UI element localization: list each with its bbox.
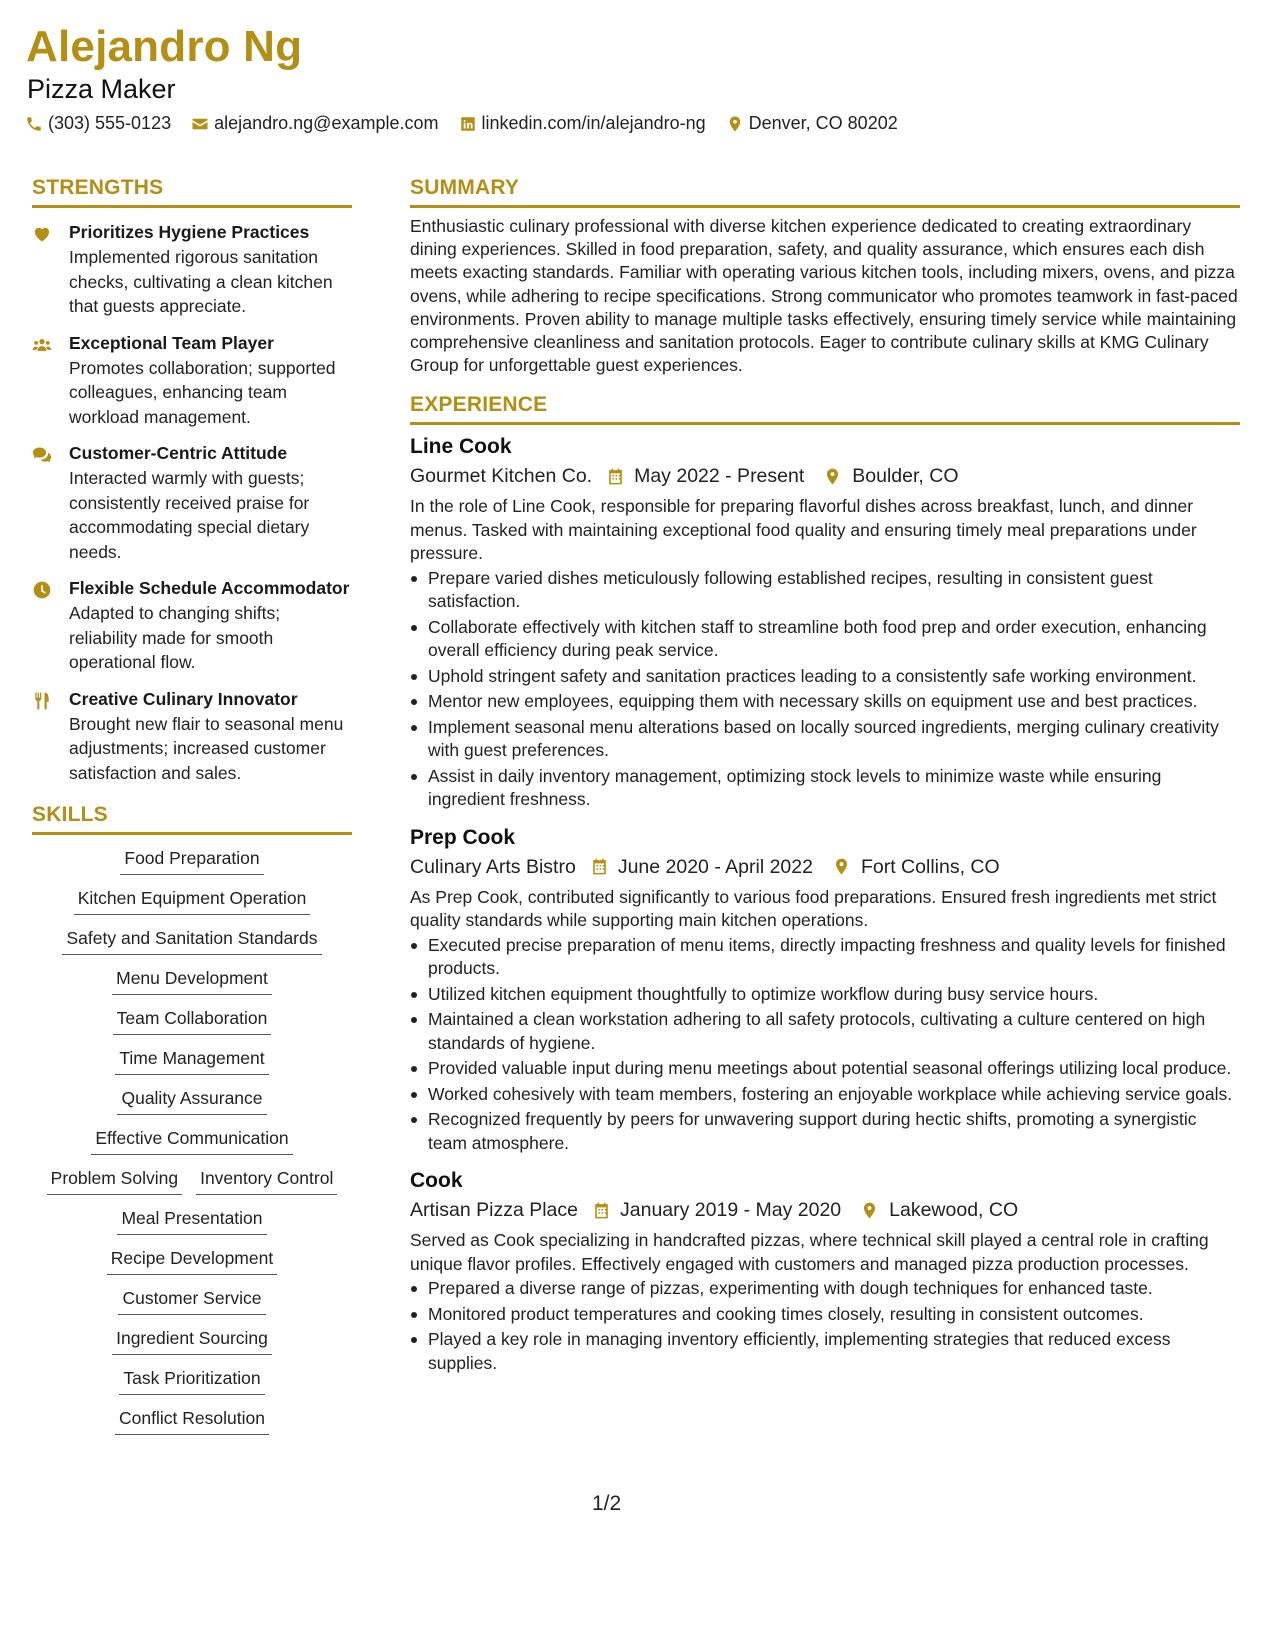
contact-email[interactable]	[191, 113, 438, 134]
list-item: Uphold stringent safety and sanitation practices leading to a consistently safe working environment.	[410, 665, 1240, 689]
strength-item	[32, 689, 352, 786]
strengths-list	[32, 222, 352, 785]
summary-heading: SUMMARY	[410, 176, 1240, 208]
job-meta	[410, 854, 1240, 880]
skill-tag: Ingredient Sourcing	[112, 1327, 272, 1355]
left-column	[32, 176, 352, 1447]
page-number: 1/2	[592, 1492, 622, 1515]
strengths-heading: STRENGTHS	[32, 176, 352, 208]
list-item: Maintained a clean workstation adhering to all safety protocols, cultivating a culture centered on high standards of hygiene.	[410, 1008, 1240, 1055]
job-entry	[410, 434, 1240, 812]
phone-text: (303) 555-0123	[48, 113, 172, 133]
skill-tag: Food Preparation	[120, 847, 263, 875]
job-description: As Prep Cook, contributed significantly to various food preparations. Ensured fresh ingredients met strict quality standards while supporting main kitchen operations.	[410, 886, 1217, 931]
skills-heading: SKILLS	[32, 803, 352, 835]
strength-title: Flexible Schedule Accommodator	[69, 578, 350, 598]
job-title: Cook	[410, 1169, 463, 1193]
job-description: In the role of Line Cook, responsible for preparing flavorful dishes across breakfast, lunch, and dinner menus. Tasked with maintaining exceptional food quality and ensuring timely meal preparations under pressure.	[410, 496, 1197, 564]
candidate-name: Alejandro Ng	[26, 22, 303, 71]
envelope-icon	[191, 115, 209, 133]
list-item: Recognized frequently by peers for unwavering support during hectic shifts, promoting a synergistic team atmosphere.	[410, 1108, 1240, 1155]
job-bullets	[410, 1277, 1240, 1375]
linkedin-icon	[459, 115, 477, 133]
job-bullets	[410, 567, 1240, 812]
job-company: Culinary Arts Bistro	[410, 855, 576, 878]
strength-desc: Promotes collaboration; supported colleagues, enhancing team workload management.	[69, 357, 336, 427]
map-pin-icon	[832, 857, 851, 876]
strength-desc: Adapted to changing shifts; reliability made for smooth operational flow.	[69, 603, 281, 672]
skills-list	[32, 847, 352, 1447]
list-item: Executed precise preparation of menu items, directly impacting freshness and quality levels for finished products.	[410, 934, 1240, 981]
skill-tag: Task Prioritization	[119, 1367, 264, 1395]
strength-item	[32, 222, 352, 319]
comments-icon	[32, 445, 52, 465]
job-dates: May 2022 - Present	[634, 465, 805, 488]
skill-tag: Menu Development	[112, 967, 272, 995]
strength-title: Prioritizes Hygiene Practices	[69, 222, 310, 242]
strength-desc: Brought new flair to seasonal menu adjustments; increased customer satisfaction and sales.	[69, 713, 344, 783]
strength-title: Exceptional Team Player	[69, 332, 274, 353]
skill-tag: Conflict Resolution	[115, 1407, 269, 1435]
clock-icon	[32, 580, 52, 600]
list-item: Assist in daily inventory management, optimizing stock levels to minimize waste while ensuring ingredient freshness.	[410, 765, 1240, 812]
strength-item	[32, 578, 352, 675]
heart-icon	[32, 224, 52, 244]
strength-desc: Interacted warmly with guests; consistently received praise for accommodating special dietary needs.	[69, 468, 310, 562]
list-item: Prepared a diverse range of pizzas, experimenting with dough techniques for enhanced taste.	[410, 1277, 1240, 1301]
skill-tag: Effective Communication	[91, 1127, 292, 1155]
skill-tag: Recipe Development	[107, 1247, 277, 1275]
job-entry	[410, 1168, 1240, 1375]
calendar-icon	[590, 857, 609, 876]
skill-tag: Quality Assurance	[117, 1087, 266, 1115]
list-item: Worked cohesively with team members, fostering an enjoyable workplace while achieving service goals.	[410, 1083, 1240, 1107]
job-bullets	[410, 934, 1240, 1156]
job-meta	[410, 463, 1240, 489]
calendar-icon	[606, 467, 625, 486]
linkedin-text: linkedin.com/in/alejandro-ng	[481, 113, 706, 133]
map-pin-icon	[726, 115, 744, 133]
skill-tag: Inventory Control	[196, 1167, 337, 1195]
skill-tag: Kitchen Equipment Operation	[74, 887, 311, 915]
job-company: Artisan Pizza Place	[410, 1199, 578, 1222]
strength-desc: Implemented rigorous sanitation checks, cultivating a clean kitchen that guests appreciate.	[69, 247, 333, 316]
job-title: Line Cook	[410, 435, 512, 459]
job-description: Served as Cook specializing in handcrafted pizzas, where technical skill played a central role in crafting unique flavor profiles. Effectively engaged with customers and managed pizza production processes.	[410, 1230, 1209, 1274]
skill-tag: Problem Solving	[47, 1167, 182, 1195]
skill-tag: Team Collaboration	[113, 1007, 272, 1035]
list-item: Mentor new employees, equipping them with necessary skills on equipment use and best practices.	[410, 690, 1240, 714]
utensils-icon	[32, 691, 52, 711]
list-item: Utilized kitchen equipment thoughtfully to optimize workflow during busy service hours.	[410, 983, 1240, 1007]
job-location: Lakewood, CO	[889, 1199, 1019, 1222]
strength-title: Creative Culinary Innovator	[69, 688, 298, 709]
job-location: Boulder, CO	[852, 465, 959, 488]
contact-linkedin[interactable]	[459, 113, 706, 134]
skill-tag: Time Management	[115, 1047, 268, 1075]
contact-location	[726, 113, 898, 134]
map-pin-icon	[860, 1201, 879, 1220]
calendar-icon	[592, 1201, 611, 1220]
job-meta	[410, 1197, 1240, 1223]
candidate-role: Pizza Maker	[27, 74, 176, 104]
job-dates: June 2020 - April 2022	[617, 855, 813, 878]
job-location: Fort Collins, CO	[860, 855, 1000, 878]
list-item: Played a key role in managing inventory efficiently, implementing strategies that reduced excess supplies.	[410, 1328, 1240, 1375]
skill-tag: Meal Presentation	[117, 1207, 266, 1235]
users-icon	[32, 335, 52, 355]
job-entry	[410, 825, 1240, 1156]
strength-item	[32, 443, 352, 564]
contact-phone[interactable]	[25, 113, 171, 134]
summary-text: Enthusiastic culinary professional with diverse kitchen experience dedicated to creating extraordinary dining experiences. Skilled in food preparation, safety, and quality assurance, which ensures each dish meets exacting standards. Familiar with operating various kitchen tools, including mixers, ovens, and pizza ovens, while adhering to recipe specifications. Strong communicator who promotes teamwork in fast-paced environments. Proven ability to manage multiple tasks effectively, ensuring timely service while maintaining comprehensive cleanliness and sanitation protocols. Eager to contribute culinary skills at KMG Culinary Group for unforgettable guest experiences.	[410, 216, 1238, 376]
phone-icon	[25, 115, 43, 133]
map-pin-icon	[823, 467, 842, 486]
list-item: Monitored product temperatures and cooking times closely, resulting in consistent outcomes.	[410, 1303, 1240, 1327]
experience-heading: EXPERIENCE	[410, 393, 1240, 425]
location-text: Denver, CO 80202	[748, 113, 898, 133]
skill-tag: Safety and Sanitation Standards	[62, 927, 321, 955]
email-text: alejandro.ng@example.com	[214, 113, 439, 133]
list-item: Implement seasonal menu alterations based on locally sourced ingredients, merging culinary creativity with guest preferences.	[410, 716, 1240, 763]
right-column	[410, 176, 1240, 1377]
list-item: Prepare varied dishes meticulously following established recipes, resulting in consistent guest satisfaction.	[410, 567, 1240, 614]
job-title: Prep Cook	[410, 825, 516, 849]
strength-item	[32, 333, 352, 430]
list-item: Collaborate effectively with kitchen staff to streamline both food prep and order execution, enhancing overall efficiency during peak service.	[410, 616, 1240, 663]
strength-title: Customer-Centric Attitude	[69, 443, 288, 463]
list-item: Provided valuable input during menu meetings about potential seasonal offerings utilizing local produce.	[410, 1057, 1240, 1081]
job-company: Gourmet Kitchen Co.	[410, 465, 593, 488]
skill-tag: Customer Service	[118, 1287, 265, 1315]
job-dates: January 2019 - May 2020	[620, 1199, 842, 1222]
contact-bar	[25, 113, 918, 134]
